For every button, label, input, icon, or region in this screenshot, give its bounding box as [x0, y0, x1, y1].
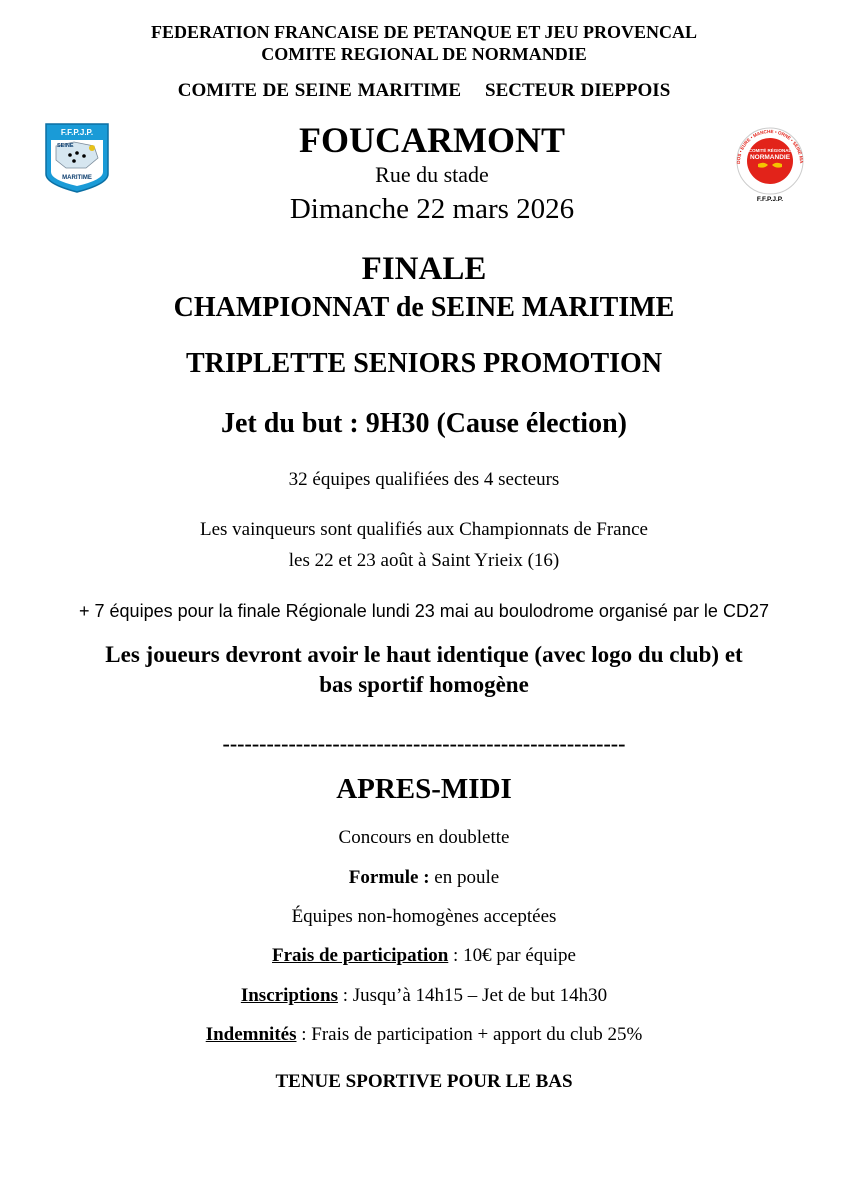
compensation-label: Indemnités	[205, 1024, 297, 1045]
committee-line	[0, 80, 848, 102]
formula-label: Formule :	[348, 867, 430, 888]
afternoon-title: APRES-MIDI	[336, 773, 512, 805]
city-title: FOUCARMONT	[299, 120, 565, 160]
outfit-note: TENUE SPORTIVE POUR LE BAS	[275, 1071, 573, 1092]
registration-value: : Jusqu’à 14h15 – Jet de but 14h30	[337, 985, 608, 1006]
dress-code-line-2: bas sportif homogène	[319, 672, 529, 697]
logo-left-top: F.F.P.J.P.	[60, 128, 94, 137]
compensation-value: : Frais de participation + apport du club 25%	[296, 1024, 643, 1045]
formula-value: en poule	[429, 867, 500, 888]
registration-line	[0, 985, 848, 1007]
logo-right-arc: DOS • EURE • MANCHE • ORNE • SEINE MA	[735, 128, 805, 164]
committee-name: COMITE DE SEINE MARITIME	[177, 80, 462, 101]
dress-code-line-1: Les joueurs devront avoir le haut identique (avec logo du club) et	[105, 642, 743, 667]
compensation-line	[0, 1024, 848, 1046]
category-title: TRIPLETTE SENIORS PROMOTION	[185, 348, 663, 379]
address: Rue du stade	[375, 162, 489, 187]
contest-type: Concours en doublette	[338, 827, 510, 848]
sector-name: SECTEUR DIEPPOIS	[485, 80, 671, 101]
fees-line	[0, 945, 848, 967]
winners-line-2: les 22 et 23 août à Saint Yrieix (16)	[288, 550, 560, 571]
winners-line-1: Les vainqueurs sont qualifiés aux Championnats de France	[200, 519, 648, 540]
start-time: Jet du but : 9H30 (Cause élection)	[221, 408, 627, 439]
logo-left-line1: SEINE	[57, 143, 74, 149]
teams-accepted: Équipes non-homogènes acceptées	[291, 906, 557, 927]
registration-label: Inscriptions	[240, 985, 338, 1006]
logo-right-inner1: COMITÉ RÉGIONAL	[748, 148, 792, 153]
federation-title: FEDERATION FRANCAISE DE PETANQUE ET JEU PROVENCAL	[150, 22, 698, 42]
logo-right-bottom: F.F.P.J.P.	[756, 196, 784, 203]
regional-committee: COMITE REGIONAL DE NORMANDIE	[261, 44, 587, 64]
fees-value: : 10€ par équipe	[448, 945, 576, 966]
teams-qualified: 32 équipes qualifiées des 4 secteurs	[288, 469, 560, 490]
finale-title: FINALE	[361, 251, 487, 287]
fees-label: Frais de participation	[272, 945, 449, 966]
separator: -------------------------------------------------------	[222, 731, 626, 756]
formula-line	[0, 867, 848, 889]
regional-final-note: + 7 équipes pour la finale Régionale lundi 23 mai au boulodrome organisé par le CD27	[79, 601, 769, 621]
event-date: Dimanche 22 mars 2026	[289, 193, 575, 225]
logo-right-inner2: NORMANDIE	[749, 154, 791, 161]
logo-left-line2: MARITIME	[62, 175, 92, 181]
championship-title: CHAMPIONNAT de SEINE MARITIME	[173, 292, 675, 323]
